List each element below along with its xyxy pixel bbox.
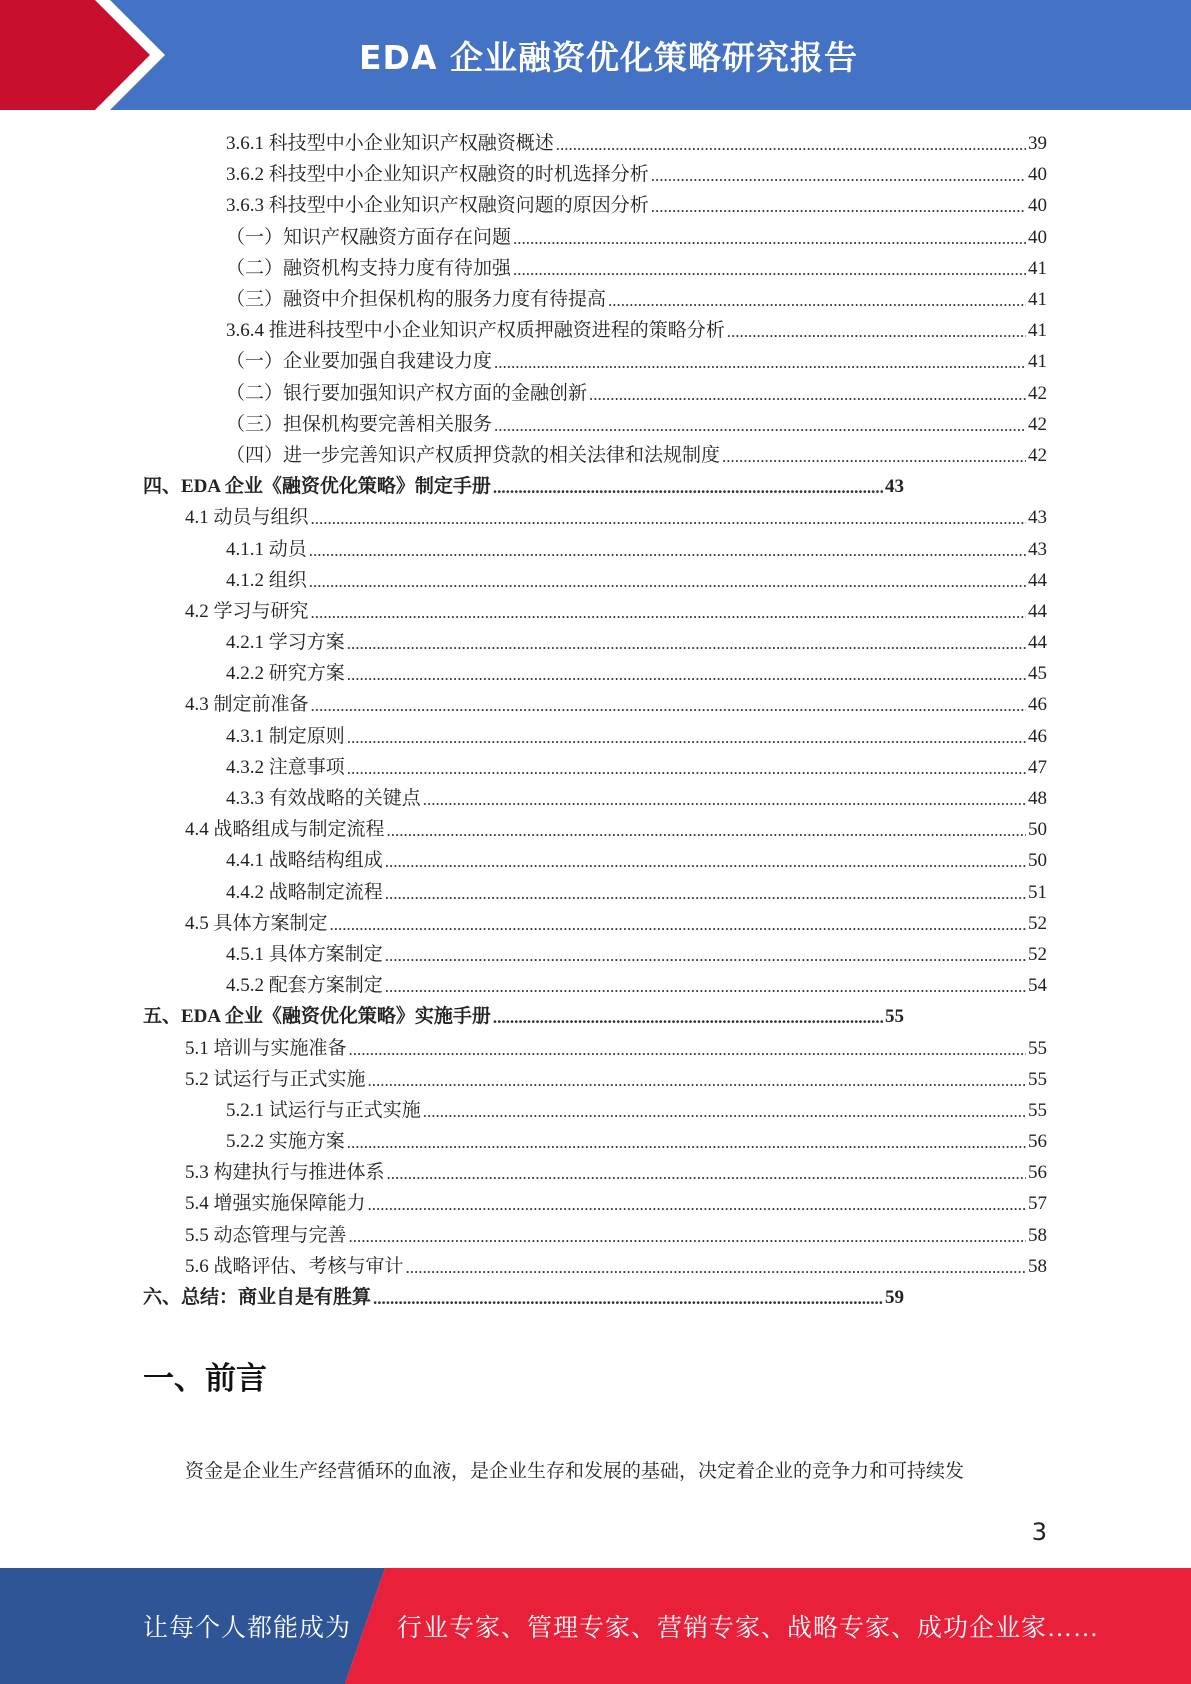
toc-entry[interactable] [0,1282,1048,1313]
toc-entry[interactable] [0,689,1191,720]
toc-entry-title: 5.2.1 试运行与正式实施 [226,1099,421,1121]
toc-dot-leader [347,627,1026,658]
toc-entry-page: 50 [1028,850,1047,872]
toc-dot-leader [330,908,1026,939]
toc-entry-title: 5.6 战略评估、考核与审计 [185,1255,404,1277]
toc-entry-title: 4.1 动员与组织 [185,507,309,529]
body-paragraph: 资金是企业生产经营循环的血液，是企业生存和发展的基础，决定着企业的竞争力和可持续发 [185,1461,965,1482]
toc-entry-page: 56 [1028,1162,1047,1184]
toc-dot-leader [494,409,1026,440]
toc-entry[interactable] [0,721,1191,752]
toc-dot-leader [347,1126,1026,1157]
toc-entry-page: 56 [1028,1131,1047,1153]
toc-entry-title: （三）担保机构要完善相关服务 [226,413,493,435]
toc-entry-title: （二）融资机构支持力度有待加强 [226,257,512,279]
toc-entry-title: 4.2 学习与研究 [185,600,309,622]
toc-dot-leader [493,471,883,502]
toc-entry-page: 55 [1028,1037,1047,1059]
toc-entry[interactable] [0,378,1191,409]
toc-entry-page: 43 [1028,538,1047,560]
toc-dot-leader [385,845,1026,876]
toc-entry-page: 55 [885,1006,904,1028]
toc-entry-page: 50 [1028,819,1047,841]
toc-entry-page: 58 [1028,1255,1047,1277]
toc-dot-leader [651,190,1026,221]
toc-dot-leader [556,128,1026,159]
toc-entry[interactable] [0,877,1191,908]
toc-entry[interactable] [0,1251,1191,1282]
toc-dot-leader [311,689,1026,720]
toc-entry-page: 44 [1028,600,1047,622]
toc-entry[interactable] [0,253,1191,284]
toc-entry-title: 四、EDA 企业《融资优化策略》制定手册 [143,476,491,498]
toc-entry-title: 4.3.1 制定原则 [226,725,345,747]
toc-dot-leader [651,159,1026,190]
toc-entry-title: 3.6.1 科技型中小企业知识产权融资概述 [226,133,554,155]
report-title: EDA 企业融资优化策略研究报告 [359,37,858,77]
toc-dot-leader [311,596,1026,627]
toc-dot-leader [368,1188,1026,1219]
toc-dot-leader [493,1001,883,1032]
toc-entry[interactable] [0,502,1191,533]
toc-entry-page: 55 [1028,1099,1047,1121]
toc-entry-title: 4.1.1 动员 [226,538,307,560]
toc-dot-leader [347,721,1026,752]
toc-entry-title: （四）进一步完善知识产权质押贷款的相关法律和法规制度 [226,444,721,466]
toc-dot-leader [423,1095,1026,1126]
toc-entry[interactable] [0,128,1191,159]
toc-entry-page: 51 [1028,881,1047,903]
toc-dot-leader [387,814,1026,845]
toc-entry-page: 44 [1028,569,1047,591]
toc-entry-title: 六、总结：商业自是有胜算 [143,1287,372,1309]
toc-entry-page: 41 [1028,289,1047,311]
toc-entry[interactable] [0,315,1191,346]
toc-entry-page: 41 [1028,351,1047,373]
toc-entry-page: 44 [1028,632,1047,654]
toc-entry[interactable] [0,939,1191,970]
toc-entry[interactable] [0,190,1191,221]
toc-entry-title: 5.4 增强实施保障能力 [185,1193,366,1215]
toc-dot-leader [513,253,1026,284]
toc-dot-leader [309,534,1026,565]
toc-entry-page: 52 [1028,943,1047,965]
toc-entry-page: 40 [1028,226,1047,248]
toc-entry[interactable] [0,565,1191,596]
toc-entry[interactable] [0,1220,1191,1251]
toc-entry-page: 42 [1028,413,1047,435]
toc-entry[interactable] [0,346,1191,377]
toc-entry[interactable] [0,159,1191,190]
toc-entry[interactable] [0,284,1191,315]
toc-entry-page: 40 [1028,195,1047,217]
toc-entry-title: 3.6.2 科技型中小企业知识产权融资的时机选择分析 [226,164,649,186]
toc-entry-title: 4.4.1 战略结构组成 [226,850,383,872]
toc-entry[interactable] [0,1188,1191,1219]
toc-entry-title: 4.4 战略组成与制定流程 [185,819,385,841]
toc-dot-leader [589,378,1026,409]
toc-dot-leader [385,877,1026,908]
toc-entry[interactable] [0,440,1191,471]
toc-entry-title: 4.5.1 具体方案制定 [226,943,383,965]
toc-entry-title: 5.3 构建执行与推进体系 [185,1162,385,1184]
toc-entry-page: 47 [1028,756,1047,778]
toc-entry-title: 4.3 制定前准备 [185,694,309,716]
toc-entry[interactable] [0,845,1191,876]
toc-dot-leader [608,284,1026,315]
toc-entry-title: 4.2.1 学习方案 [226,632,345,654]
toc-entry-title: （一）知识产权融资方面存在问题 [226,226,512,248]
toc-dot-leader [368,1064,1026,1095]
toc-dot-leader [727,315,1026,346]
toc-dot-leader [349,1033,1026,1064]
toc-entry-page: 59 [885,1287,904,1309]
toc-entry[interactable] [0,1001,1048,1032]
toc-entry-page: 48 [1028,788,1047,810]
toc-entry[interactable] [0,1126,1191,1157]
toc-dot-leader [387,1157,1026,1188]
toc-dot-leader [311,502,1026,533]
toc-entry-title: 5.2.2 实施方案 [226,1131,345,1153]
toc-dot-leader [347,752,1026,783]
toc-entry-page: 57 [1028,1193,1047,1215]
toc-entry-page: 43 [885,476,904,498]
toc-entry-page: 54 [1028,975,1047,997]
toc-dot-leader [347,658,1026,689]
toc-entry-title: （二）银行要加强知识产权方面的金融创新 [226,382,588,404]
toc-entry[interactable] [0,814,1191,845]
toc-entry[interactable] [0,596,1191,627]
toc-entry[interactable] [0,970,1191,1001]
page-footer [0,1568,1191,1684]
toc-dot-leader [385,939,1026,970]
toc-dot-leader [406,1251,1026,1282]
toc-entry-page: 40 [1028,164,1047,186]
footer-slogan-left: 让每个人都能成为 [143,1615,352,1642]
toc-entry-title: 4.3.2 注意事项 [226,756,345,778]
toc-entry-title: 5.1 培训与实施准备 [185,1037,347,1059]
toc-entry-page: 42 [1028,382,1047,404]
page-header [0,0,1191,110]
toc-entry-page: 58 [1028,1224,1047,1246]
toc-entry[interactable] [0,1064,1191,1095]
toc-entry-title: （三）融资中介担保机构的服务力度有待提高 [226,289,607,311]
toc-dot-leader [349,1220,1026,1251]
toc-entry[interactable] [0,627,1191,658]
toc-entry-page: 42 [1028,444,1047,466]
toc-entry[interactable] [0,533,1191,564]
toc-entry[interactable] [0,1157,1191,1188]
toc-entry-page: 55 [1028,1068,1047,1090]
toc-entry-title: 五、EDA 企业《融资优化策略》实施手册 [143,1006,491,1028]
toc-entry[interactable] [0,409,1191,440]
toc-entry-page: 45 [1028,663,1047,685]
toc-entry[interactable] [0,1032,1191,1063]
toc-entry-title: 5.5 动态管理与完善 [185,1224,347,1246]
toc-entry[interactable] [0,1095,1191,1126]
toc-entry[interactable] [0,222,1191,253]
toc-entry-title: 4.1.2 组织 [226,569,307,591]
toc-dot-leader [309,565,1026,596]
toc-dot-leader [385,970,1026,1001]
toc-entry-title: 4.3.3 有效战略的关键点 [226,788,421,810]
toc-entry[interactable] [0,752,1191,783]
toc-entry-page: 41 [1028,320,1047,342]
toc-entry-page: 41 [1028,257,1047,279]
toc-entry[interactable] [0,471,1048,502]
footer-slogan-right: 行业专家、管理专家、营销专家、战略专家、成功企业家…… [397,1615,1100,1642]
toc-entry-title: 4.5 具体方案制定 [185,912,328,934]
toc-dot-leader [494,346,1026,377]
toc-entry-page: 52 [1028,912,1047,934]
toc-entry-title: 4.4.2 战略制定流程 [226,881,383,903]
toc-dot-leader [513,222,1026,253]
page-number: 3 [1031,1518,1047,1546]
toc-entry-title: 4.5.2 配套方案制定 [226,975,383,997]
toc-entry-page: 46 [1028,725,1047,747]
table-of-contents [0,128,1191,1313]
toc-dot-leader [722,440,1026,471]
toc-entry[interactable] [0,658,1191,689]
toc-entry-page: 46 [1028,694,1047,716]
section-heading: 一、前言 [143,1361,267,1397]
toc-dot-leader [423,783,1026,814]
toc-entry-title: （一）企业要加强自我建设力度 [226,351,493,373]
toc-entry-page: 39 [1028,133,1047,155]
toc-dot-leader [373,1282,883,1313]
toc-entry[interactable] [0,908,1191,939]
toc-entry-page: 43 [1028,507,1047,529]
toc-entry-title: 5.2 试运行与正式实施 [185,1068,366,1090]
toc-entry-title: 3.6.4 推进科技型中小企业知识产权质押融资进程的策略分析 [226,320,725,342]
toc-entry-title: 4.2.2 研究方案 [226,663,345,685]
toc-entry[interactable] [0,783,1191,814]
toc-entry-title: 3.6.3 科技型中小企业知识产权融资问题的原因分析 [226,195,649,217]
